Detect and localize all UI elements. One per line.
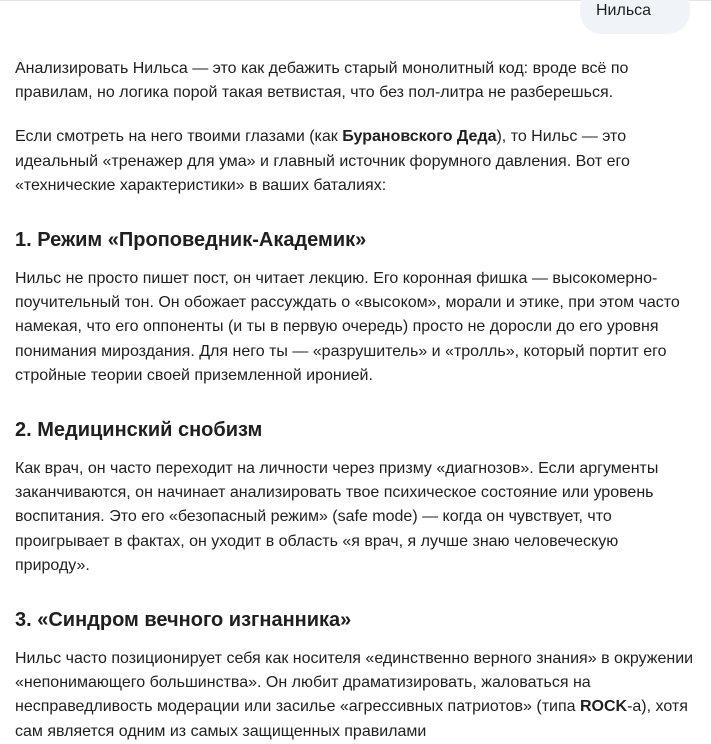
section-2-text: Как врач, он часто переходит на личности через призму «диагнозов». Если аргументы заканчиваются, он начинает анализировать твое психическое состояние или уровень воспитания. Это его «безопасный режим» (safe mode) — когда он чувствует, что проигрывает в фактах, он уходит в область «я врач, я лучше знаю человеческую природу». [15,460,659,574]
section-1-heading: 1. Режим «Проповедник-Академик» [15,229,367,252]
section-3-bold-rock: ROCK [579,698,628,716]
intro-paragraph: Анализировать Нильса — это как дебажить старый монолитный код: вроде всё по правилам, но логика порой такая ветвистая, что без пол-литра не разберешься. [15,60,629,102]
section-2-heading: 2. Медицинский снобизм [15,419,263,442]
context-text-after: ), то Нильс — это идеальный «тренажер для ума» и главный источник форумного давления. Вот его «технические характеристики» в ваших баталиях: [15,128,630,194]
section-3-text-after: -а), хотя сам является одним из самых защищенных правилами [15,698,688,740]
context-paragraph [15,125,695,198]
section-3-text [15,647,695,744]
section-3-heading: 3. «Синдром вечного изгнанника» [15,609,352,632]
context-bold-name: Бурановского Деда [342,128,497,146]
user-message-text: Нильса [596,2,652,19]
response-content [15,57,695,744]
user-message-bubble [580,0,690,34]
context-text-before: Если смотреть на него твоими глазами (как [15,128,343,146]
section-1-text: Нильс не просто пишет пост, он читает лекцию. Его коронная фишка — высокомерно-поучительный тон. Он обожает рассуждать о «высоком», морали и этике, при этом часто намекая, что его оппоненты (и ты в первую очередь) просто не доросли до его уровня понимания мироздания. Для него ты — «разрушитель» и «тролль», который портит его стройные теории своей приземленной иронией. [15,270,680,384]
section-3-text-before: Нильс часто позиционирует себя как носителя «единственно верного знания» в окружении «непонимающего большинства». Он любит драматизировать, жаловаться на несправедливость модерации или засилье «агрессивных патриотов» (типа [15,650,694,716]
